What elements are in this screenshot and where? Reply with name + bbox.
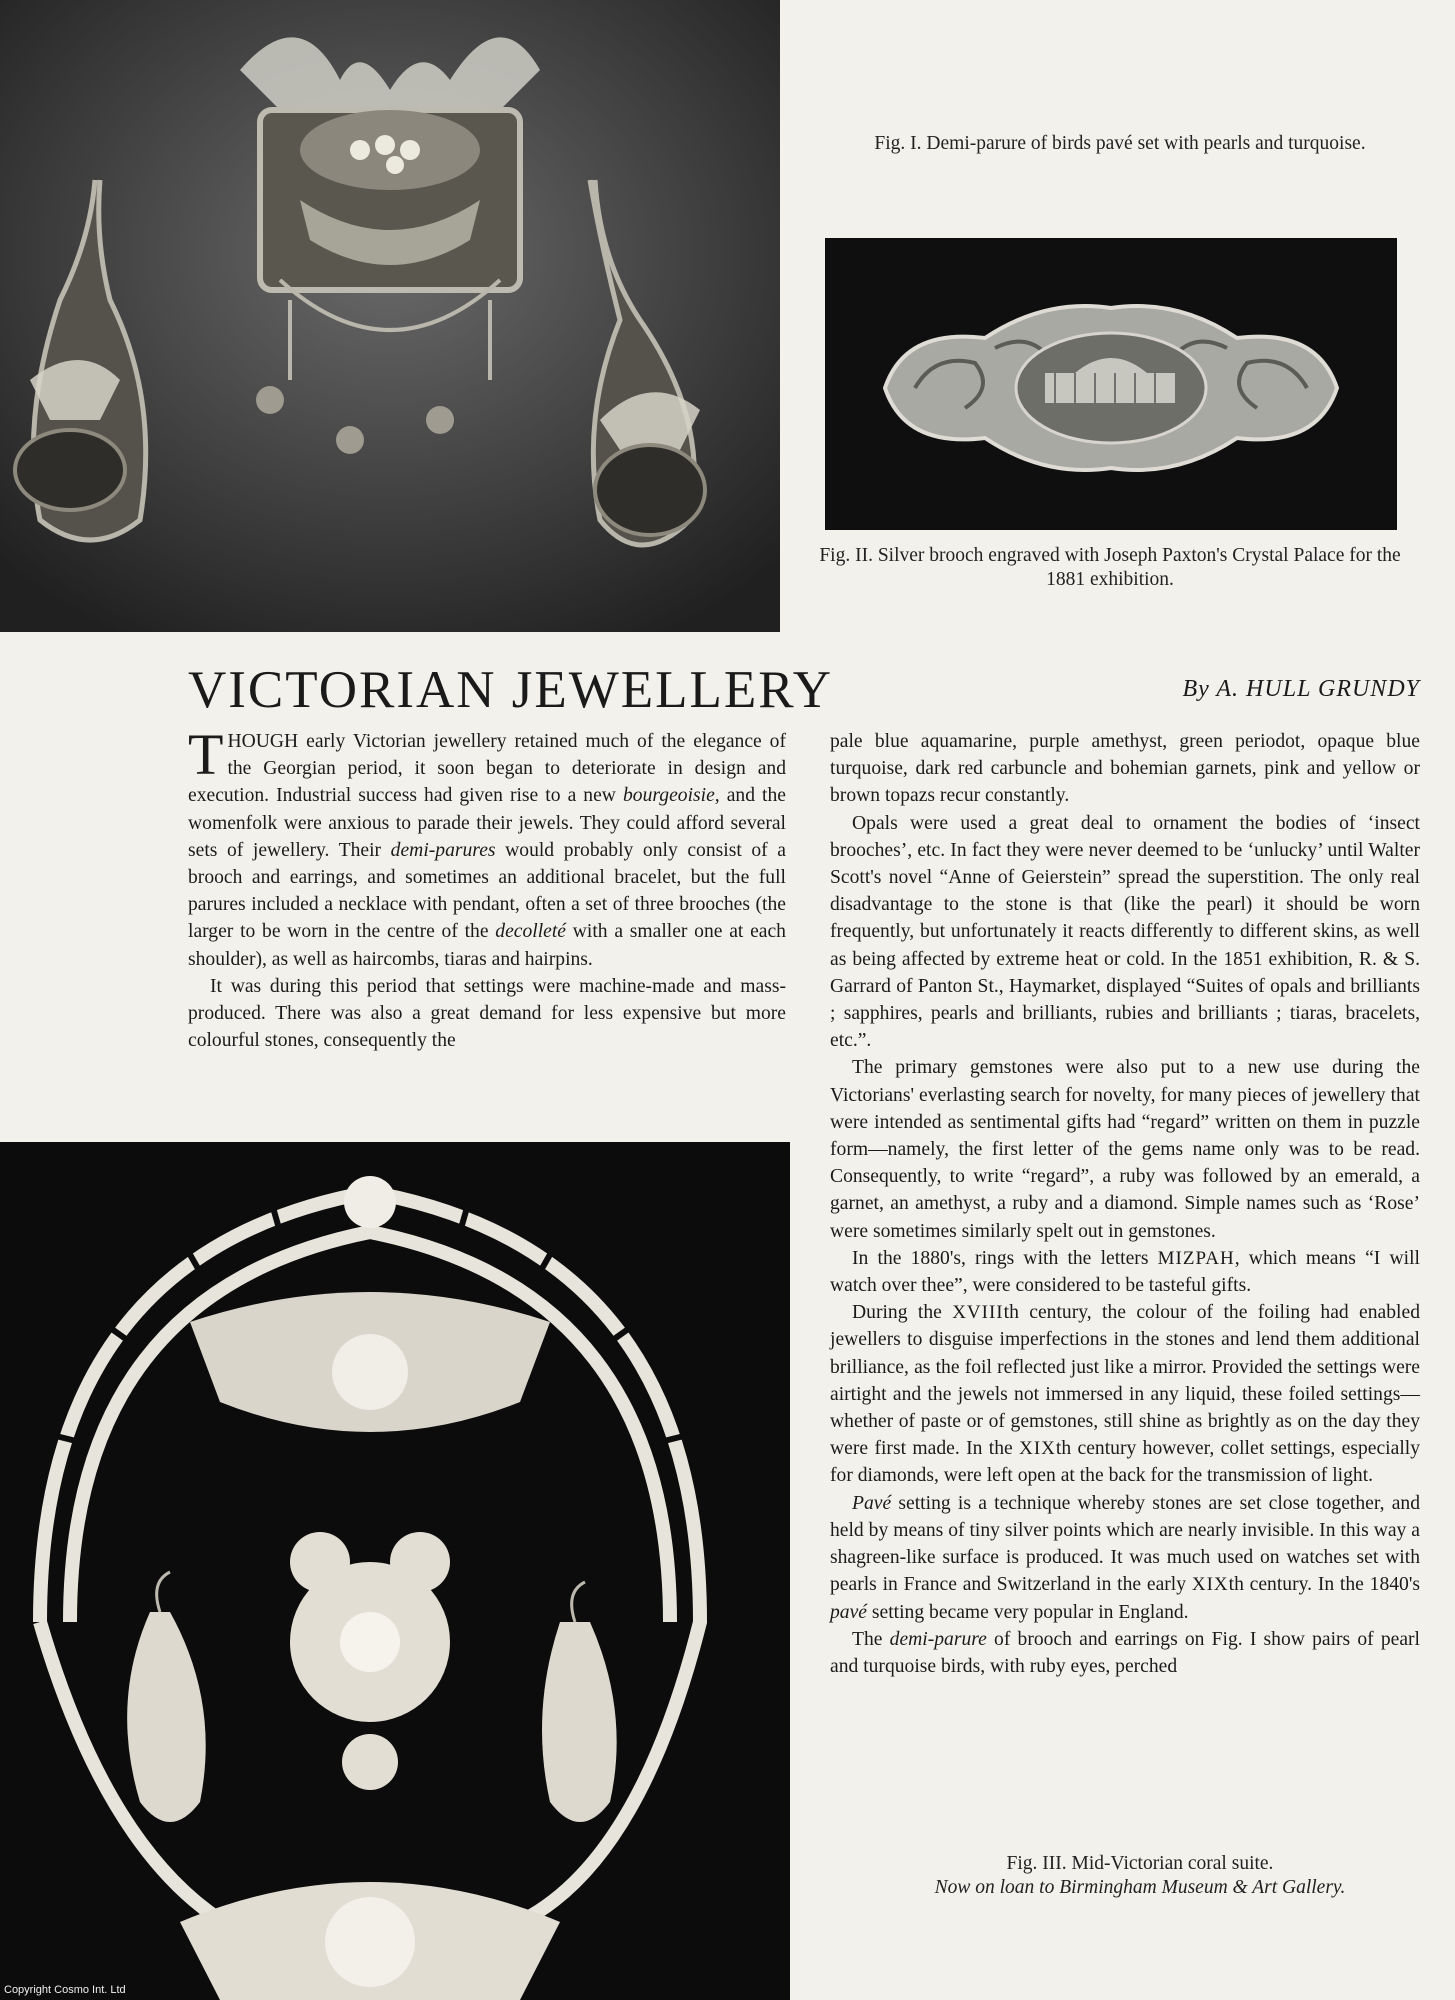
text-run: MIZPAH bbox=[1157, 1247, 1235, 1269]
text-run: The bbox=[852, 1628, 890, 1650]
paragraph bbox=[830, 1299, 1420, 1489]
text-run: setting became very popular in England. bbox=[867, 1601, 1189, 1623]
fig1-caption bbox=[840, 132, 1400, 156]
text-run: During the bbox=[852, 1302, 953, 1324]
text-run: XIX bbox=[1191, 1574, 1229, 1596]
text-run: would probably only consist of a brooch and earrings, and sometimes an additional bracelet, but the full parures included a necklace with pendant, often a set of three brooches (the larger to be worn in the centre of the bbox=[188, 839, 786, 943]
paragraph: The primary gemstones were also put to a new use during the Victorians' everlasting search for novelty, for many pieces of jewellery that were intended as sentimental gifts had “regard” written on them in puzzle form—namely, the first letter of the gems name only was to be read. Consequently, to write “regard”, a ruby was followed by an emerald, a garnet, an amethyst, a ruby and a diamond. Simple names such as ‘Rose’ were sometimes similarly spelt out in gemstones. bbox=[830, 1057, 1420, 1242]
bird-demi-parure-illustration bbox=[0, 0, 780, 632]
coral-suite-illustration bbox=[0, 1142, 790, 2000]
text-run: XIX bbox=[1019, 1438, 1056, 1460]
paragraph: pale blue aquamarine, purple amethyst, green periodot, opaque blue turquoise, dark red carbuncle and bohemian garnets, pink and yellow or brown topazs recur constantly. bbox=[830, 731, 1420, 807]
paragraph bbox=[188, 722, 786, 973]
fig2-caption bbox=[815, 544, 1405, 592]
copyright-notice: Copyright Cosmo Int. Ltd bbox=[4, 1984, 126, 1996]
fig2-photo bbox=[825, 238, 1397, 530]
article-title: VICTORIAN JEWELLERY bbox=[188, 661, 833, 719]
text-run: of brooch and earrings on Fig. I show pairs of pearl and turquoise birds, with ruby eyes, perched bbox=[830, 1628, 1420, 1677]
italic-run: decolleté bbox=[495, 921, 567, 943]
body-column-left bbox=[188, 722, 786, 1054]
paragraph: Opals were used a great deal to ornament the bodies of ‘insect brooches’, etc. In fact they were never deemed to be ‘unlucky’ until Walter Scott's novel “Anne of Geierstein” spread the superstition. The only real disadvantage to the stone is that (like the pearl) it should be worn frequently, but unfortunately it reacts differently to different skins, as well as being affected by extreme heat or cold. In the 1851 exhibition, R. & S. Garrard of Panton St., Haymarket, displayed “Suites of opals and brilliants ; sapphires, pearls and brilliants, rubies and brilliants ; tiaras, bracelets, etc.”. bbox=[830, 812, 1420, 1052]
fig1-caption-text: Fig. I. Demi-parure of birds pavé set with pearls and turquoise. bbox=[874, 133, 1366, 154]
text-run: , which means “I will watch over thee”, were considered to be tasteful gifts. bbox=[830, 1247, 1420, 1297]
article-byline: By A. HULL GRUNDY bbox=[1182, 676, 1420, 702]
text-run: th century, the colour of the foiling had enabled jewellers to disguise imperfections in the stones and lend them additional brilliance, as the foil reflected just like a mirror. Provided the settings were airtight and the jewels not immersed in any liquid, these foiled settings—whether of paste or of gemstones, still shine as brightly as on the day they were first made. In the bbox=[830, 1302, 1420, 1460]
paragraph bbox=[830, 1490, 1420, 1626]
crystal-palace-brooch-illustration bbox=[825, 238, 1397, 530]
italic-run: bourgeoisie, bbox=[623, 785, 720, 807]
text-run: th century. In the 1840's bbox=[1228, 1574, 1420, 1596]
drop-cap: T bbox=[188, 722, 224, 787]
paragraph bbox=[830, 1245, 1420, 1299]
italic-run: demi-parures bbox=[390, 839, 496, 861]
paragraph: It was during this period that settings were machine-made and mass-produced. There was also a great demand for less expensive but more colourful stones, consequently the bbox=[188, 975, 786, 1052]
italic-run: demi-parure bbox=[889, 1628, 987, 1650]
text-run: XVIII bbox=[952, 1302, 1004, 1324]
text-run: and the womenfolk were anxious to parade their jewels. They could afford several sets of jewellery. Their bbox=[188, 785, 786, 861]
text-run: HOUGH early Victorian jewellery retained much of the elegance of the Georgian period, it soon began to deteriorate in design and execution. Industrial success had given rise to a new bbox=[188, 731, 786, 807]
fig3-credit: Now on loan to Birmingham Museum & Art Gallery. bbox=[934, 1877, 1346, 1898]
fig1-photo bbox=[0, 0, 780, 632]
paragraph bbox=[830, 1626, 1420, 1680]
fig3-caption-text: Fig. III. Mid-Victorian coral suite. bbox=[1006, 1853, 1274, 1874]
text-run: setting is a technique whereby stones are set close together, and held by means of tiny silver points which are nearly invisible. In this way a shagreen-like surface is produced. It was much used on watches set with pearls in France and Switzerland in the early bbox=[830, 1492, 1420, 1596]
fig3-caption bbox=[840, 1852, 1440, 1900]
body-column-right bbox=[830, 728, 1420, 1680]
italic-run: Pavé bbox=[852, 1492, 892, 1514]
fig2-caption-text: Fig. II. Silver brooch engraved with Joseph Paxton's Crystal Palace for the 1881 exhibition. bbox=[819, 545, 1401, 590]
fig3-photo bbox=[0, 1142, 790, 2000]
text-run: In the 1880's, rings with the letters bbox=[852, 1247, 1158, 1269]
italic-run: pavé bbox=[830, 1601, 867, 1623]
text-run: with a smaller one at each shoulder), as well as haircombs, tiaras and hairpins. bbox=[188, 921, 786, 970]
text-run: th century however, collet settings, especially for diamonds, were left open at the back for the transmission of light. bbox=[830, 1438, 1420, 1487]
